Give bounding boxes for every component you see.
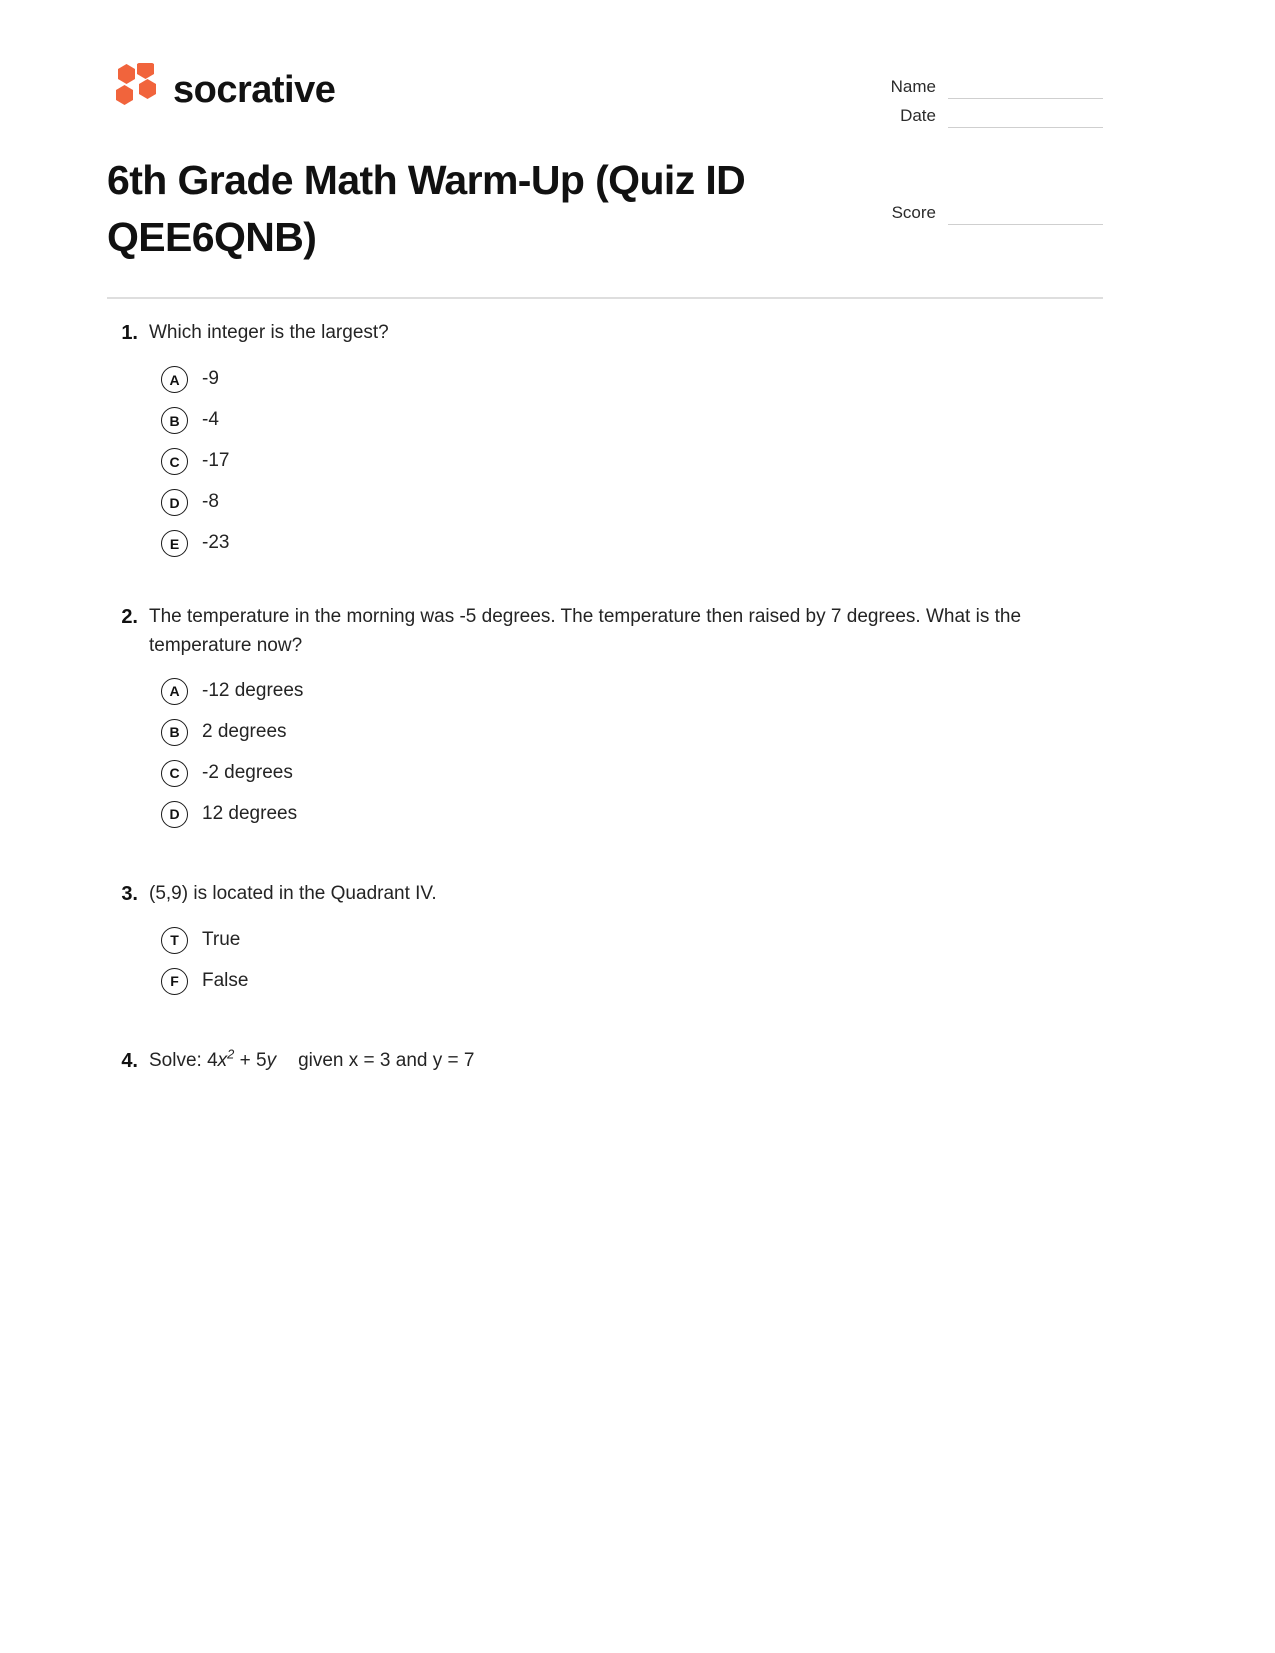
option-label: 12 degrees [202, 803, 298, 825]
brand-name: socrative [173, 69, 336, 111]
option-row[interactable] [107, 441, 1103, 482]
date-field-row [855, 99, 1103, 128]
option-label: -8 [202, 491, 219, 513]
option-row[interactable] [107, 753, 1103, 794]
question-item [107, 879, 1103, 1002]
date-field-label: Date [900, 105, 936, 125]
name-field-label: Name [890, 76, 936, 96]
option-bubble-a[interactable]: A [161, 678, 188, 705]
header-divider [107, 297, 1103, 299]
options-list [107, 359, 1103, 564]
question-text-suffix: given x = 3 and y = 7 [298, 1049, 475, 1071]
question-number: 3. [121, 882, 138, 905]
option-label: True [202, 929, 241, 951]
option-row[interactable] [107, 523, 1103, 564]
worksheet-header [107, 0, 1103, 260]
question-item [107, 1046, 1103, 1077]
question-number: 4. [121, 1049, 138, 1072]
option-bubble-e[interactable]: E [161, 530, 188, 557]
score-field-input[interactable] [948, 224, 1103, 225]
question-header [107, 318, 1103, 349]
socrative-logo [107, 63, 335, 117]
question-item [107, 602, 1103, 835]
option-row[interactable] [107, 920, 1103, 961]
question-text: (5,9) is located in the Quadrant IV. [149, 882, 437, 904]
page-title: 6th Grade Math Warm-Up (Quiz ID QEE6QNB) [107, 157, 746, 260]
option-bubble-d[interactable]: D [161, 801, 188, 828]
option-bubble-false[interactable]: F [161, 968, 188, 995]
option-row[interactable] [107, 712, 1103, 753]
option-row[interactable] [107, 961, 1103, 1002]
score-field-label: Score [891, 202, 936, 222]
option-bubble-b[interactable]: B [161, 407, 188, 434]
math-variable-x: x [217, 1049, 228, 1071]
student-info-fields [855, 70, 1103, 128]
question-number: 1. [121, 322, 138, 344]
score-field-group [855, 196, 1103, 225]
question-header [107, 1046, 1103, 1077]
option-row[interactable] [107, 671, 1103, 712]
option-label: -9 [202, 368, 219, 390]
option-bubble-b[interactable]: B [161, 719, 188, 746]
question-text: Which integer is the largest? [149, 322, 389, 343]
option-bubble-c[interactable]: C [161, 760, 188, 787]
option-label: -4 [202, 409, 219, 431]
question-number: 2. [121, 606, 138, 628]
option-bubble-c[interactable]: C [161, 448, 188, 475]
math-variable-y: y [266, 1049, 277, 1071]
option-bubble-d[interactable]: D [161, 489, 188, 516]
option-label: -2 degrees [202, 762, 293, 784]
question-text: The temperature in the morning was -5 degrees. The temperature then raised by 7 degrees. What is the temperature now? [149, 606, 1022, 657]
option-label: -17 [202, 450, 230, 472]
question-text-middle: + 5 [234, 1049, 267, 1071]
hexagon-cluster-icon [107, 63, 159, 117]
option-bubble-a[interactable]: A [161, 366, 188, 393]
option-label: 2 degrees [202, 721, 287, 743]
option-row[interactable] [107, 482, 1103, 523]
name-field-row [855, 70, 1103, 99]
option-row[interactable] [107, 359, 1103, 400]
name-field-input[interactable] [948, 98, 1103, 99]
question-text [149, 1046, 1024, 1075]
questions-list [107, 318, 1103, 1115]
options-list [107, 671, 1103, 835]
option-label: False [202, 970, 249, 992]
date-field-input[interactable] [948, 127, 1103, 128]
score-field-row [855, 196, 1103, 225]
question-header [107, 879, 1103, 910]
question-item [107, 318, 1103, 564]
option-label: -12 degrees [202, 680, 304, 702]
math-exponent: 2 [227, 1046, 235, 1062]
option-row[interactable] [107, 400, 1103, 441]
worksheet-sheet [107, 0, 1103, 1072]
option-bubble-true[interactable]: T [161, 927, 188, 954]
options-list [107, 920, 1103, 1002]
question-header [107, 602, 1103, 661]
option-label: -23 [202, 532, 230, 554]
option-row[interactable] [107, 794, 1103, 835]
question-text-prefix: Solve: 4 [149, 1049, 218, 1071]
